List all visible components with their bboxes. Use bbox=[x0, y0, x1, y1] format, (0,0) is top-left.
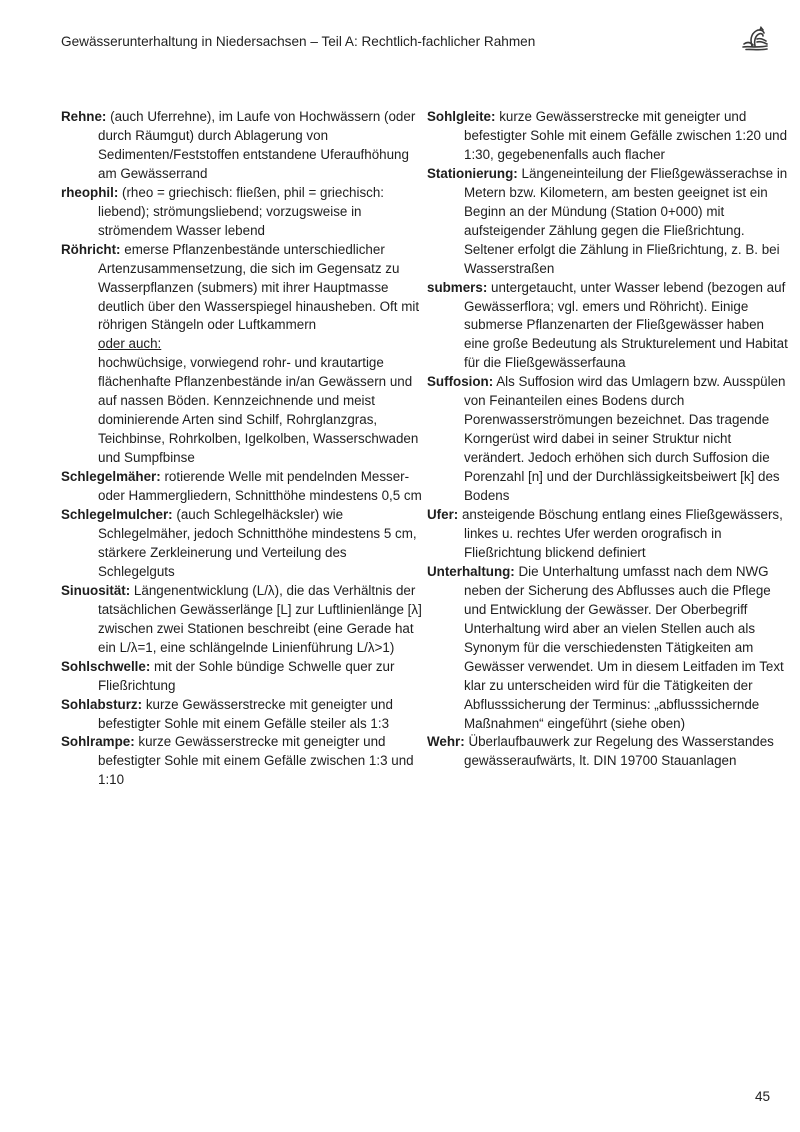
glossary-term: Suffosion: bbox=[427, 374, 494, 390]
glossary-definition: Als Suffosion wird das Umlagern bzw. Ausspülen von Feinanteilen eines Bodens durch Porenwasserströmungen bezeichnet. Das tragende Korngerüst wird dabei in seiner Struktur nicht verändert. Jedoch erhöhen sich durch Suffosion die Porenzahl [n] und der Durchlässigkeitsbeiwert [k] des Bodens bbox=[464, 374, 786, 504]
glossary-term: Rehne: bbox=[61, 109, 107, 124]
glossary-definition: (auch Schlegelhäcksler) wie Schlegelmäher, jedoch Schnitthöhe mindestens 5 cm, stärkere Zerkleinerung und Verteilung des Schlegelguts bbox=[98, 507, 417, 579]
running-header-title: Gewässerunterhaltung in Niedersachsen – Teil A: Rechtlich-fachlicher Rahmen bbox=[61, 34, 536, 49]
glossary-definition: ansteigende Böschung entlang eines Fließgewässers, linkes u. rechtes Ufer werden orografisch in Fließrichtung blickend definiert bbox=[461, 507, 783, 560]
glossary-term: Ufer: bbox=[427, 507, 459, 523]
page-number: 45 bbox=[755, 1089, 771, 1104]
glossary-entry-submers bbox=[427, 279, 789, 374]
glossary-entry-rehne bbox=[61, 108, 423, 184]
glossary-term: Schlegelmäher: bbox=[61, 469, 161, 485]
glossary-entry-sohlgleite bbox=[427, 108, 789, 165]
glossary-entry-wehr bbox=[427, 733, 789, 771]
glossary-entry-suffosion bbox=[427, 373, 789, 506]
glossary-term: Sohlabsturz: bbox=[61, 696, 143, 712]
glossary-term: Sinuosität: bbox=[61, 582, 131, 598]
glossary-definition: kurze Gewässerstrecke mit geneigter und befestigter Sohle mit einem Gefälle steiler als 1:3 bbox=[98, 696, 393, 731]
glossary-definition: kurze Gewässerstrecke mit geneigter und befestigter Sohle mit einem Gefälle zwischen 1:20 und 1:30, gegebenenfalls auch flacher bbox=[464, 109, 788, 162]
glossary-entry-sohlabsturz bbox=[61, 696, 423, 734]
glossary-definition: Die Unterhaltung umfasst nach dem NWG neben der Sicherung des Abflusses auch die Pflege und Entwicklung der Gewässer. Der Oberbegriff Unterhaltung wird aber an vielen Stellen auch als Synonym für die verschiedensten Tätigkeiten am Gewässer verwendet. Um in diesem Leitfaden im Text klar zu unterscheiden wird für die Tätigkeiten der Abflusssicherung der Terminus: „abflusssichernde Maßnahmen“ eingeführt (siehe oben) bbox=[464, 563, 784, 731]
glossary-entry-unterhaltung bbox=[427, 563, 789, 734]
glossary-definition: Überlaufbauwerk zur Regelung des Wasserstandes gewässeraufwärts, lt. DIN 19700 Stauanlagen bbox=[464, 734, 774, 769]
glossary-term: Sohlgleite: bbox=[427, 109, 496, 124]
glossary-definition: (auch Uferrehne), im Laufe von Hochwässern (oder durch Räumgut) durch Ablagerung von Sedimenten/Feststoffen entstandene Uferaufhöhung am Gewässerrand bbox=[98, 109, 416, 181]
glossary-right-column bbox=[427, 108, 789, 771]
glossary-term: Röhricht: bbox=[61, 241, 121, 257]
glossary-entry-roehricht bbox=[61, 241, 423, 468]
glossary-entry-schlegelmulcher bbox=[61, 506, 423, 582]
glossary-entry-sohlrampe bbox=[61, 733, 423, 790]
wave-hand-logo-icon bbox=[740, 26, 770, 52]
glossary-term: Schlegelmulcher: bbox=[61, 507, 173, 523]
glossary-entry-sinuositaet bbox=[61, 582, 423, 658]
glossary-entry-stationierung bbox=[427, 165, 789, 279]
glossary-entry-rheophil bbox=[61, 184, 423, 241]
glossary-term: Wehr: bbox=[427, 734, 465, 750]
glossary-definition: mit der Sohle bündige Schwelle quer zur Fließrichtung bbox=[98, 658, 395, 693]
glossary-definition: (rheo = griechisch: fließen, phil = griechisch: liebend); strömungsliebend; vorzugsweise in strömendem Wasser lebend bbox=[98, 184, 385, 238]
glossary-definition: Längenentwicklung (L/λ), die das Verhältnis der tatsächlichen Gewässerlänge [L] zur Luftlinienlänge [λ] zwischen zwei Stationen beschreibt (eine Gerade hat ein L/λ=1, eine schlängelnde Linienführung L/λ>1) bbox=[98, 582, 422, 655]
glossary-entry-sohlschwelle bbox=[61, 658, 423, 696]
glossary-term: Unterhaltung: bbox=[427, 563, 515, 579]
glossary-definition: rotierende Welle mit pendelnden Messer- oder Hammergliedern, Schnitthöhe mindestens 0,5 cm bbox=[98, 469, 422, 504]
glossary-entry-ufer bbox=[427, 506, 789, 563]
glossary-term: Sohlrampe: bbox=[61, 734, 135, 750]
glossary-definition: Längeneinteilung der Fließgewässerachse in Metern bzw. Kilometern, am besten geeignet ist ein Beginn an der Mündung (Station 0+000) mit aufsteigender Zählung gegen die Fließrichtung. Seltener erfolgt die Zählung in Fließrichtung, z. B. bei Wasserstraßen bbox=[464, 165, 788, 276]
glossary-definition: kurze Gewässerstrecke mit geneigter und befestigter Sohle mit einem Gefälle zwischen 1:3 und 1:10 bbox=[98, 734, 414, 788]
glossary-term: Sohlschwelle: bbox=[61, 658, 151, 674]
glossary-definition: emerse Pflanzenbestände unterschiedlicher Artenzusammensetzung, die sich im Gegensatz zu Wasserpflanzen (submers) mit ihrer Hauptmasse deutlich über den Wasserspiegel hinausheben. Oft mit röhrigen Stängeln oder Luftkammern bbox=[98, 241, 420, 333]
glossary-alt-label: oder auch: bbox=[98, 336, 162, 352]
glossary-term: rheophil: bbox=[61, 184, 119, 200]
glossary-term: Stationierung: bbox=[427, 165, 518, 181]
glossary-alt-label-wrapper bbox=[98, 335, 423, 354]
glossary-definition-alt: hochwüchsige, vorwiegend rohr- und krautartige flächenhafte Pflanzenbestände in/an Gewässern und auf nassen Böden. Kennzeichnende und meist dominierende Arten sind Schilf, Rohrglanzgras, Teichbinse, Rohrkolben, Igelkolben, Wasserschwaden und Sumpfbinse bbox=[98, 355, 419, 466]
glossary-entry-schlegelmaeher bbox=[61, 468, 423, 506]
glossary-term: submers: bbox=[427, 279, 488, 295]
glossary-definition: untergetaucht, unter Wasser lebend (bezogen auf Gewässerflora; vgl. emers und Röhricht). Einige submerse Pflanzenarten der Fließgewässer haben eine große Bedeutung als Strukturelement und Habitat für die Fließgewässerfauna bbox=[464, 279, 788, 371]
glossary-left-column bbox=[61, 108, 423, 790]
